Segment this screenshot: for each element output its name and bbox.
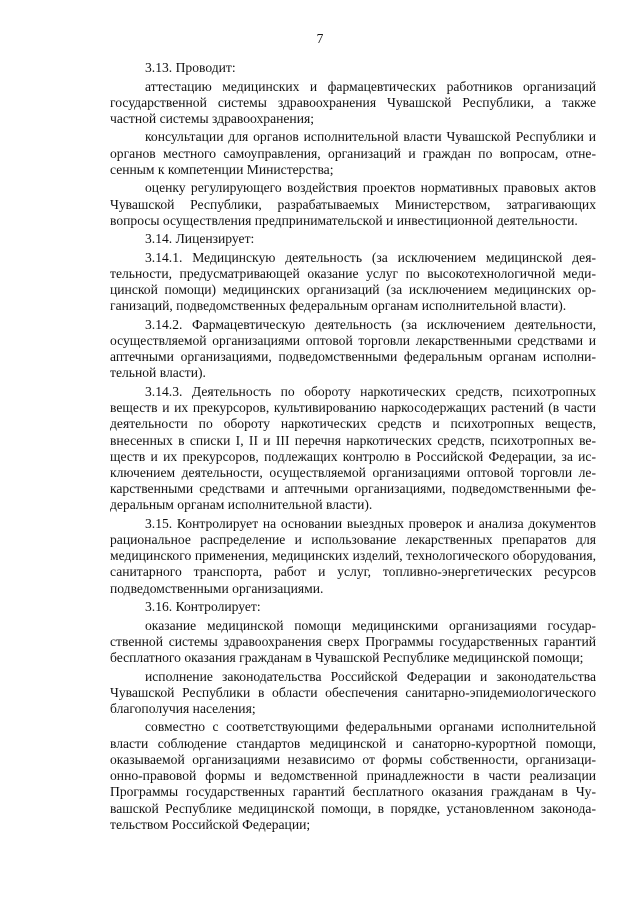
paragraph-legislation-control: исполнение законодательства Российской Федерации и законодательства Чувашской Республики в области обеспечения санитарно-эпидемиологического благополучия населения; — [110, 668, 596, 716]
paragraph-3-13-heading: 3.13. Проводит: — [145, 60, 236, 75]
paragraph-3-14-3: 3.14.3. Деятельность по обороту наркотических средств, психотропных веществ и их прекурсоров, культивированию наркосодержащих растений (в части деятельности по обороту наркотических средств и психотропных веществ, внесенных в списки I, II и III перечня наркотических средств, психотропных веществ и их прекурсоров, подлежащих контролю в Российской Федерации, за исключением деятельности, осуществляемой организациями оптовой торговли лекарственными средствами и аптечными организациями, подведомственными федеральным органам исполнительной власти). — [110, 383, 596, 513]
paragraph-standards-control: совместно с соответствующими федеральными органами исполнительной власти соблюдение стандартов медицинской и санаторно-курортной помощи, оказываемой организациями независимо от формы собственности, организационно-правовой формы и ведомственной принадлежности в части реализации Программы государственных гарантий бесплатного оказания гражданам в Чувашской Республике медицинской помощи, в порядке, установленном законодательством Российской Федерации; — [110, 719, 596, 832]
document-body — [110, 60, 596, 835]
paragraph-consultations: консультации для органов исполнительной власти Чувашской Республики и органов местного самоуправления, организаций и граждан по вопросам, отнесенным к компетенции Министерства; — [110, 129, 596, 177]
paragraph-3-14-2: 3.14.2. Фармацевтическую деятельность (за исключением деятельности, осуществляемой организациями оптовой торговли лекарственными средствами и аптечными организациями, подведомственными федеральным органам исполнительной власти). — [110, 316, 596, 381]
page-number: 7 — [316, 31, 324, 46]
paragraph-medical-care-control: оказание медицинской помощи медицинскими организациями государственной системы здравоохранения сверх Программы государственных гарантий бесплатного оказания гражданам в Чувашской Республике медицинской помощи; — [110, 617, 596, 666]
paragraph-3-14-heading: 3.14. Лицензирует: — [145, 231, 255, 247]
paragraph-3-14-1: 3.14.1. Медицинскую деятельность (за исключением медицинской деятельности, предусматривающей оказание услуг по высокотехнологичной медицинской помощи) медицинских организаций (за исключением медицинских организаций, подведомственных федеральным органам исполнительной власти). — [110, 249, 596, 314]
paragraph-attestation: аттестацию медицинских и фармацевтических работников организаций государственной системы здравоохранения Чувашской Республики, а также частной системы здравоохранения; — [110, 78, 596, 126]
paragraph-regulatory-assessment: оценку регулирующего воздействия проектов нормативных правовых актов Чувашской Республики, разрабатываемых Министерством, затрагивающих вопросы осуществления предпринимательской и инвестиционной деятельности. — [110, 180, 596, 228]
paragraph-3-15: 3.15. Контролирует на основании выездных проверок и анализа документов рациональное распределение и использование лекарственных препаратов для медицинского применения, медицинских изделий, технологического оборудования, санитарного транспорта, работ и услуг, топливно-энергетических ресурсов подведомственными организациями. — [110, 515, 596, 596]
paragraph-3-16-heading: 3.16. Контролирует: — [145, 599, 261, 615]
